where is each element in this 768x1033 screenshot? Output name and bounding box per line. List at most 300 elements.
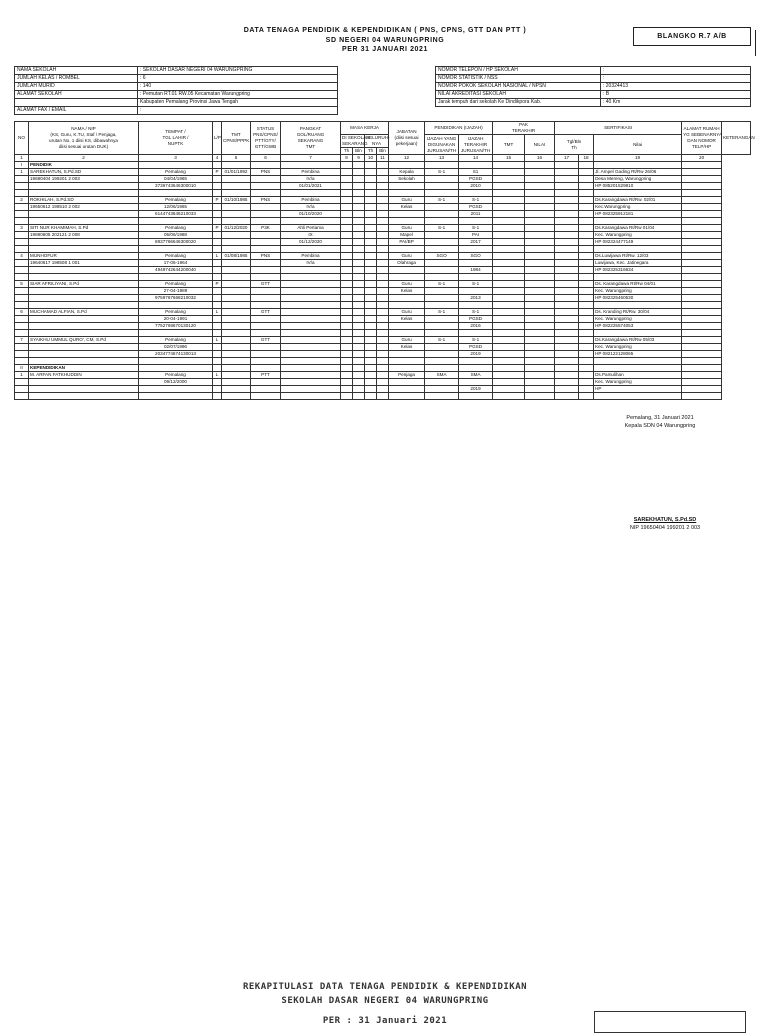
empty-cell: [29, 386, 139, 393]
cell-status: GTT: [251, 337, 281, 344]
info-label: ALAMAT SEKOLAH: [15, 91, 138, 99]
empty-cell: [139, 358, 213, 365]
empty-cell: [281, 330, 341, 337]
empty-cell: [579, 351, 594, 358]
cell-jab1: Penjaga: [389, 372, 425, 379]
empty-cell: [525, 330, 555, 337]
empty-cell: [365, 253, 377, 260]
empty-cell: [425, 218, 459, 225]
empty-cell: [353, 218, 365, 225]
header-sert-nilai: Nilai: [594, 135, 682, 155]
empty-cell: [222, 260, 251, 267]
empty-cell: [251, 260, 281, 267]
empty-cell: [425, 358, 459, 365]
cell-tmt: [222, 281, 251, 288]
header-seluruhnya: SELURUH- NYA: [366, 135, 390, 146]
empty-cell: [594, 246, 682, 253]
empty-cell: [341, 323, 353, 330]
empty-cell: [29, 190, 139, 197]
empty-cell: [389, 274, 425, 281]
empty-cell: [425, 190, 459, 197]
cell-tempat: Pemalang: [139, 225, 213, 232]
cell-ijt3: 2016: [459, 323, 493, 330]
empty-cell: [353, 253, 365, 260]
empty-cell: [425, 386, 459, 393]
empty-cell: [341, 344, 353, 351]
empty-cell: [579, 204, 594, 211]
empty-cell: [682, 393, 722, 400]
empty-cell: [555, 190, 579, 197]
empty-cell: [341, 281, 353, 288]
info-row: [436, 91, 751, 99]
empty-cell: [213, 365, 222, 372]
empty-cell: [353, 197, 365, 204]
cell-name: MUCHAMAD ALFIAN, S.Pd: [29, 309, 139, 316]
cell-tgl: 17-06-1964: [139, 260, 213, 267]
empty-cell: [493, 372, 525, 379]
empty-cell: [222, 274, 251, 281]
empty-cell: [682, 162, 722, 169]
info-row: [436, 99, 751, 107]
info-label: NOMOR TELEPON / HP SEKOLAH: [436, 67, 601, 75]
header-masa-kerja: MASA KERJA: [341, 122, 389, 135]
empty-cell: [29, 351, 139, 358]
empty-cell: [222, 330, 251, 337]
empty-cell: [682, 232, 722, 239]
cell-ijt1: SGO: [459, 253, 493, 260]
cell-jab2: Kelas: [389, 344, 425, 351]
empty-cell: [493, 211, 525, 218]
empty-cell: [213, 302, 222, 309]
empty-cell: [525, 372, 555, 379]
empty-cell: [341, 239, 353, 246]
cell-jab2: Kelas: [389, 204, 425, 211]
cell-tempat: Pemalang: [139, 197, 213, 204]
signature-name: SAREKHATUN, S.Pd.SD: [633, 517, 697, 523]
empty-cell: [555, 323, 579, 330]
empty-cell: [555, 218, 579, 225]
empty-cell: [251, 330, 281, 337]
empty-cell: [353, 183, 365, 190]
cell-al3: HP 082325912181: [594, 211, 682, 218]
empty-cell: [341, 295, 353, 302]
empty-cell: [353, 302, 365, 309]
empty-cell: [555, 274, 579, 281]
empty-cell: [425, 379, 459, 386]
header-di-sekolah: DI SEKOLAH SEKARANG: [342, 135, 370, 146]
empty-cell: [251, 267, 281, 274]
empty-cell: [525, 288, 555, 295]
empty-cell: [579, 316, 594, 323]
header-bln-2: Bln: [377, 148, 389, 155]
empty-cell: [594, 358, 682, 365]
cell-al3: HP 082324477149: [594, 239, 682, 246]
cell-jab2: Kelas: [389, 316, 425, 323]
row-spacer: [15, 302, 751, 309]
cell-tmt: 01/08/1985: [222, 253, 251, 260]
cell-jab2: Olahraga: [389, 260, 425, 267]
header-no: NO: [15, 122, 29, 155]
empty-cell: [353, 288, 365, 295]
empty-cell: [525, 365, 555, 372]
cell-name: ROKHILAH, S.Pd.SD: [29, 197, 139, 204]
empty-cell: [377, 169, 389, 176]
cell-pangkat_tmt: [281, 386, 341, 393]
cell-jab1: Guru: [389, 225, 425, 232]
cell-nuptk: 7752769670130120: [139, 323, 213, 330]
cell-lp: L: [213, 372, 222, 379]
info-value: : 140: [138, 83, 338, 91]
column-number: 10: [365, 155, 377, 162]
header-status: STATUS PNS/CPNS/ PTT/GTY/ GTT/GWB: [251, 122, 281, 155]
empty-cell: [425, 239, 459, 246]
info-label: NOMOR STATISTIK / NSS: [436, 75, 601, 83]
info-value: Kabupaten Pemalang Provinsi Jawa Tengah: [138, 99, 338, 107]
empty-cell: [579, 162, 594, 169]
empty-cell: [222, 323, 251, 330]
doc-title-line2: SD NEGERI 04 WARUNGPRING: [325, 37, 445, 44]
empty-cell: [365, 211, 377, 218]
empty-cell: [579, 183, 594, 190]
empty-cell: [493, 365, 525, 372]
empty-cell: [579, 281, 594, 288]
cell-al1: Ds.Karangdawa Rt/Rw 01/04: [594, 225, 682, 232]
empty-cell: [425, 183, 459, 190]
empty-cell: [365, 281, 377, 288]
empty-cell: [213, 274, 222, 281]
empty-cell: [222, 386, 251, 393]
empty-cell: [353, 372, 365, 379]
empty-cell: [377, 232, 389, 239]
header-ijazah-digunakan: IJAZAH YANG DIGUNAKAN JURUSAN/TH: [425, 135, 459, 155]
empty-cell: [459, 190, 493, 197]
empty-cell: [139, 365, 213, 372]
empty-cell: [377, 211, 389, 218]
staff-table: [14, 121, 755, 400]
info-row: [15, 99, 338, 107]
empty-cell: [281, 274, 341, 281]
signature-role: Kepala SDN 04 Warungpring: [624, 423, 696, 429]
empty-cell: [389, 365, 425, 372]
empty-cell: [525, 316, 555, 323]
doc-title-line3: PER 31 JANUARI 2021: [341, 46, 429, 53]
table-row: [15, 281, 751, 288]
column-number: 12: [389, 155, 425, 162]
empty-cell: [425, 351, 459, 358]
empty-cell: [389, 190, 425, 197]
empty-cell: [459, 365, 493, 372]
row-spacer: [15, 190, 751, 197]
empty-cell: [139, 393, 213, 400]
empty-cell: [222, 176, 251, 183]
table-row: [15, 267, 751, 274]
column-number: 7: [281, 155, 341, 162]
empty-cell: [493, 246, 525, 253]
cell-no: 1: [15, 372, 29, 379]
row-spacer: [15, 330, 751, 337]
empty-cell: [353, 281, 365, 288]
empty-cell: [493, 218, 525, 225]
empty-cell: [213, 379, 222, 386]
empty-cell: [353, 393, 365, 400]
empty-cell: [525, 162, 555, 169]
cell-no: 3: [15, 225, 29, 232]
cell-ijt3: 2019: [459, 386, 493, 393]
cell-no: 4: [15, 253, 29, 260]
cell-pangkat_tmt: [281, 323, 341, 330]
cell-tempat: Pemalang: [139, 372, 213, 379]
cell-jab1: Guru: [389, 337, 425, 344]
info-value: : SEKOLAH DASAR NEGERI 04 WARUNGPRING: [138, 67, 338, 75]
empty-cell: [555, 260, 579, 267]
empty-cell: [579, 218, 594, 225]
empty-cell: [555, 183, 579, 190]
empty-cell: [377, 204, 389, 211]
empty-cell: [493, 197, 525, 204]
empty-cell: [365, 302, 377, 309]
empty-cell: [555, 344, 579, 351]
empty-cell: [525, 351, 555, 358]
empty-cell: [341, 337, 353, 344]
empty-cell: [353, 295, 365, 302]
empty-cell: [579, 274, 594, 281]
empty-cell: [139, 218, 213, 225]
cell-jab1: Guru: [389, 253, 425, 260]
cell-jab2: Mapel: [389, 232, 425, 239]
cell-tgl: 27-04-1989: [139, 288, 213, 295]
empty-cell: [525, 246, 555, 253]
empty-cell: [365, 197, 377, 204]
empty-cell: [377, 281, 389, 288]
empty-cell: [365, 344, 377, 351]
cell-nip: 19680404 199201 2 003: [29, 176, 139, 183]
empty-cell: [377, 351, 389, 358]
empty-cell: [493, 190, 525, 197]
cell-jab3: [389, 183, 425, 190]
empty-cell: [493, 176, 525, 183]
empty-cell: [341, 309, 353, 316]
column-number: 18: [579, 155, 594, 162]
empty-cell: [353, 330, 365, 337]
empty-cell: [555, 232, 579, 239]
empty-cell: [213, 190, 222, 197]
empty-cell: [555, 288, 579, 295]
cell-gol: IV/a: [281, 204, 341, 211]
empty-cell: [139, 274, 213, 281]
info-label: Jarak tempuh dari sekolah Ke Dindikpora Kab.: [436, 99, 601, 107]
table-row: [15, 372, 751, 379]
table-row: [15, 316, 751, 323]
info-row: [15, 107, 338, 115]
empty-cell: [341, 274, 353, 281]
empty-cell: [525, 358, 555, 365]
cell-status: P3K: [251, 225, 281, 232]
info-label: NOMOR POKOK SEKOLAH NASIONAL / NPSN: [436, 83, 601, 91]
cell-al1: Ds. Karangdawa Rt/Rw 04/01: [594, 281, 682, 288]
header-keterangan: KETERANGAN: [722, 122, 751, 155]
empty-cell: [459, 358, 493, 365]
empty-cell: [365, 386, 377, 393]
empty-cell: [251, 302, 281, 309]
empty-cell: [682, 197, 722, 204]
empty-cell: [281, 190, 341, 197]
empty-cell: [251, 246, 281, 253]
table-row: [15, 225, 751, 232]
empty-cell: [365, 393, 377, 400]
empty-cell: [251, 393, 281, 400]
empty-cell: [251, 316, 281, 323]
cell-nuptk: 3736743646300010: [139, 183, 213, 190]
cell-tmt: 01/10/1985: [222, 197, 251, 204]
empty-cell: [15, 232, 29, 239]
cell-tempat: Pemalang: [139, 169, 213, 176]
empty-cell: [251, 295, 281, 302]
empty-cell: [525, 344, 555, 351]
empty-cell: [377, 274, 389, 281]
empty-cell: [389, 302, 425, 309]
empty-cell: [353, 351, 365, 358]
cell-ijt3: 2013: [459, 295, 493, 302]
cell-status: GTT: [251, 309, 281, 316]
empty-cell: [353, 316, 365, 323]
empty-cell: [377, 225, 389, 232]
info-value: : 40 Km: [601, 99, 751, 107]
empty-cell: [377, 267, 389, 274]
cell-no: 2: [15, 197, 29, 204]
info-value: :: [601, 67, 751, 75]
cell-nuptk: 9759767668210032: [139, 295, 213, 302]
empty-cell: [682, 386, 722, 393]
header-nama: NAMA / NIP (KS, Guru, K.TU, Staf / Penjaga, urutan No. 1 diisi KS, dibawahnya diisi sesuai urutan DUK): [29, 122, 139, 155]
empty-cell: [281, 365, 341, 372]
cell-gol: [281, 379, 341, 386]
info-label: ALAMAT FAX / EMAIL: [15, 107, 138, 115]
empty-cell: [525, 197, 555, 204]
empty-cell: [15, 204, 29, 211]
cell-gol: IX: [281, 232, 341, 239]
empty-cell: [425, 295, 459, 302]
empty-cell: [281, 393, 341, 400]
empty-cell: [555, 379, 579, 386]
section-row: [15, 162, 751, 169]
header-bln: Bln: [353, 148, 365, 155]
empty-cell: [353, 204, 365, 211]
cell-lp: P: [213, 169, 222, 176]
empty-cell: [459, 330, 493, 337]
cell-ijt2: [459, 288, 493, 295]
cell-al2: Luwijawa, Kec. Jatinegara: [594, 260, 682, 267]
cell-ijt3: 2010: [459, 183, 493, 190]
empty-cell: [493, 267, 525, 274]
empty-cell: [555, 365, 579, 372]
cell-al2: Kec. Warungpring: [594, 316, 682, 323]
empty-cell: [15, 260, 29, 267]
empty-cell: [579, 232, 594, 239]
empty-cell: [493, 225, 525, 232]
empty-cell: [493, 281, 525, 288]
info-label: [15, 99, 138, 107]
empty-cell: [682, 288, 722, 295]
empty-cell: [425, 316, 459, 323]
empty-cell: [682, 365, 722, 372]
empty-cell: [493, 183, 525, 190]
header-pendidikan: PENDIDIKAN (IJAZAH): [425, 122, 493, 135]
empty-cell: [222, 183, 251, 190]
empty-cell: [555, 197, 579, 204]
empty-cell: [222, 267, 251, 274]
empty-cell: [281, 302, 341, 309]
empty-cell: [459, 393, 493, 400]
cell-tmt: 01/01/1992: [222, 169, 251, 176]
column-number: 8: [341, 155, 353, 162]
empty-cell: [389, 330, 425, 337]
empty-cell: [493, 393, 525, 400]
empty-cell: [213, 218, 222, 225]
empty-cell: [377, 323, 389, 330]
cell-gol: [281, 344, 341, 351]
info-row: [15, 91, 338, 99]
cell-ijt1: SMA: [459, 372, 493, 379]
info-row: [436, 67, 751, 75]
header-lp: L/P: [213, 122, 222, 155]
empty-cell: [555, 393, 579, 400]
empty-cell: [251, 351, 281, 358]
cell-al3: HP 082225574053: [594, 323, 682, 330]
empty-cell: [365, 379, 377, 386]
empty-cell: [353, 309, 365, 316]
empty-cell: [459, 302, 493, 309]
empty-cell: [353, 239, 365, 246]
empty-cell: [341, 218, 353, 225]
empty-cell: [365, 274, 377, 281]
empty-cell: [493, 379, 525, 386]
empty-cell: [555, 351, 579, 358]
empty-cell: [555, 358, 579, 365]
cell-pangkat_tmt: [281, 295, 341, 302]
cell-lp: L: [213, 309, 222, 316]
empty-cell: [682, 323, 722, 330]
empty-cell: [525, 204, 555, 211]
empty-cell: [389, 162, 425, 169]
row-spacer: [15, 274, 751, 281]
empty-cell: [15, 330, 29, 337]
empty-cell: [341, 169, 353, 176]
empty-cell: [682, 204, 722, 211]
empty-cell: [29, 302, 139, 309]
empty-cell: [29, 295, 139, 302]
empty-cell: [525, 393, 555, 400]
empty-cell: [525, 267, 555, 274]
empty-cell: [353, 337, 365, 344]
cell-al1: Jl. Ampel Gading Rt/Rw 26/06: [594, 169, 682, 176]
empty-cell: [555, 267, 579, 274]
empty-cell: [425, 344, 459, 351]
empty-cell: [579, 260, 594, 267]
empty-cell: [377, 197, 389, 204]
cell-al1: Ds.Karangdawa Rt/Rw 05/03: [594, 337, 682, 344]
empty-cell: [555, 176, 579, 183]
empty-cell: [579, 337, 594, 344]
empty-cell: [389, 246, 425, 253]
cell-jab3: [389, 386, 425, 393]
empty-cell: [377, 386, 389, 393]
cell-ijt1: S-1: [459, 225, 493, 232]
info-value: : Pemutan RT.01 RW.05 Kecamatan Warungpring: [138, 91, 338, 99]
cell-al2: Kec.Warungpring: [594, 204, 682, 211]
empty-cell: [139, 162, 213, 169]
cell-tgl: 20-04-1991: [139, 316, 213, 323]
empty-cell: [365, 169, 377, 176]
